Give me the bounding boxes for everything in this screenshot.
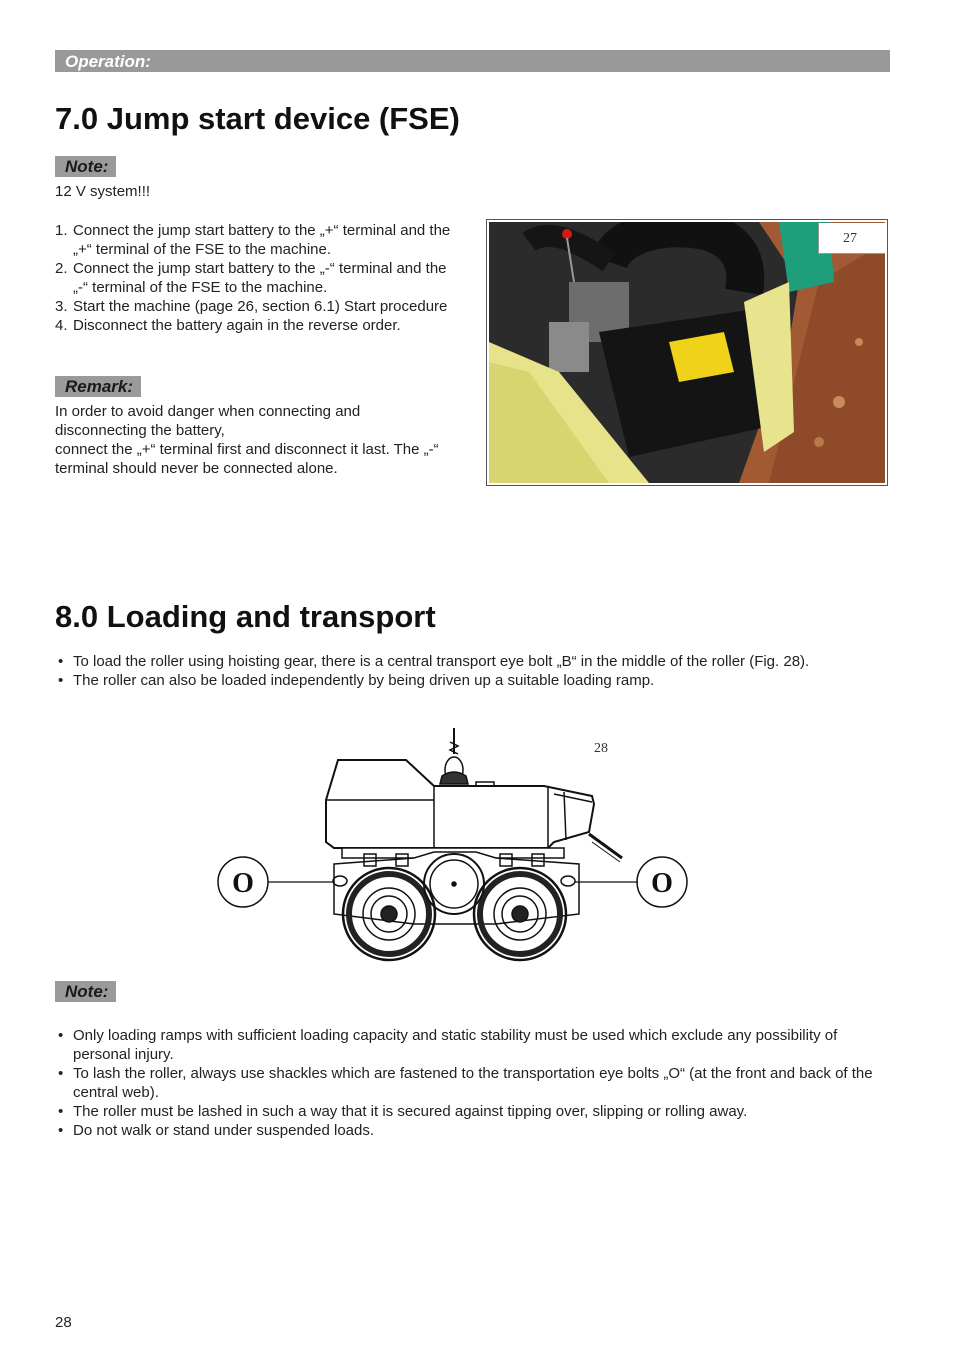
note-label-8: Note: (55, 981, 116, 1002)
list-item: • The roller can also be loaded independently by being driven up a suitable loading ramp. (55, 671, 890, 690)
section-7-title: 7.0 Jump start device (FSE) (55, 101, 460, 136)
step-item: 1. Connect the jump start battery to the „+“ terminal and the „+“ terminal of the FSE to the machine. (55, 222, 451, 258)
step-item: 4. Disconnect the battery again in the reverse order. (55, 317, 401, 334)
step-item: 2. Connect the jump start battery to the „-“ terminal and the „-“ terminal of the FSE to the machine. (55, 260, 447, 296)
section-header-bar (55, 50, 890, 72)
eye-bolt-callout-right: O (651, 868, 673, 899)
figure-27-number: 27 (843, 231, 857, 246)
note-label-7: Note: (55, 156, 116, 177)
section-8-title: 8.0 Loading and transport (55, 599, 436, 634)
roller-diagram-illustration (214, 724, 694, 968)
list-item: • To lash the roller, always use shackles which are fastened to the transportation eye bolts „O“ (at the front and back of the central web). (55, 1064, 890, 1102)
roller-diagram (214, 724, 694, 968)
figure-28-number: 28 (594, 741, 608, 756)
battery-photo (486, 219, 888, 486)
transport-note-bullets (55, 1026, 890, 1140)
remark-text: In order to avoid danger when connecting and disconnecting the battery, connect the „+“ terminal first and disconnect it last. The „-“ terminal should never be connected alone. (55, 403, 439, 477)
list-item: • Only loading ramps with sufficient loading capacity and static stability must be used which exclude any possibility of personal injury. (55, 1026, 890, 1064)
page-number: 28 (55, 1314, 72, 1331)
list-item: • To load the roller using hoisting gear, there is a central transport eye bolt „B“ in the middle of the roller (Fig. 28). (55, 652, 890, 671)
remark-label: Remark: (55, 376, 141, 397)
loading-bullets (55, 652, 890, 690)
eye-bolt-callout-left: O (232, 868, 254, 899)
section-header-label: Operation: (65, 52, 151, 71)
battery-photo-illustration (489, 222, 885, 483)
note-text-7: 12 V system!!! (55, 183, 151, 200)
list-item: • Do not walk or stand under suspended loads. (55, 1121, 890, 1140)
list-item: • The roller must be lashed in such a way that it is secured against tipping over, slipping or rolling away. (55, 1102, 890, 1121)
jump-start-steps (55, 221, 465, 335)
step-item: 3. Start the machine (page 26, section 6.1) Start procedure (55, 298, 448, 315)
